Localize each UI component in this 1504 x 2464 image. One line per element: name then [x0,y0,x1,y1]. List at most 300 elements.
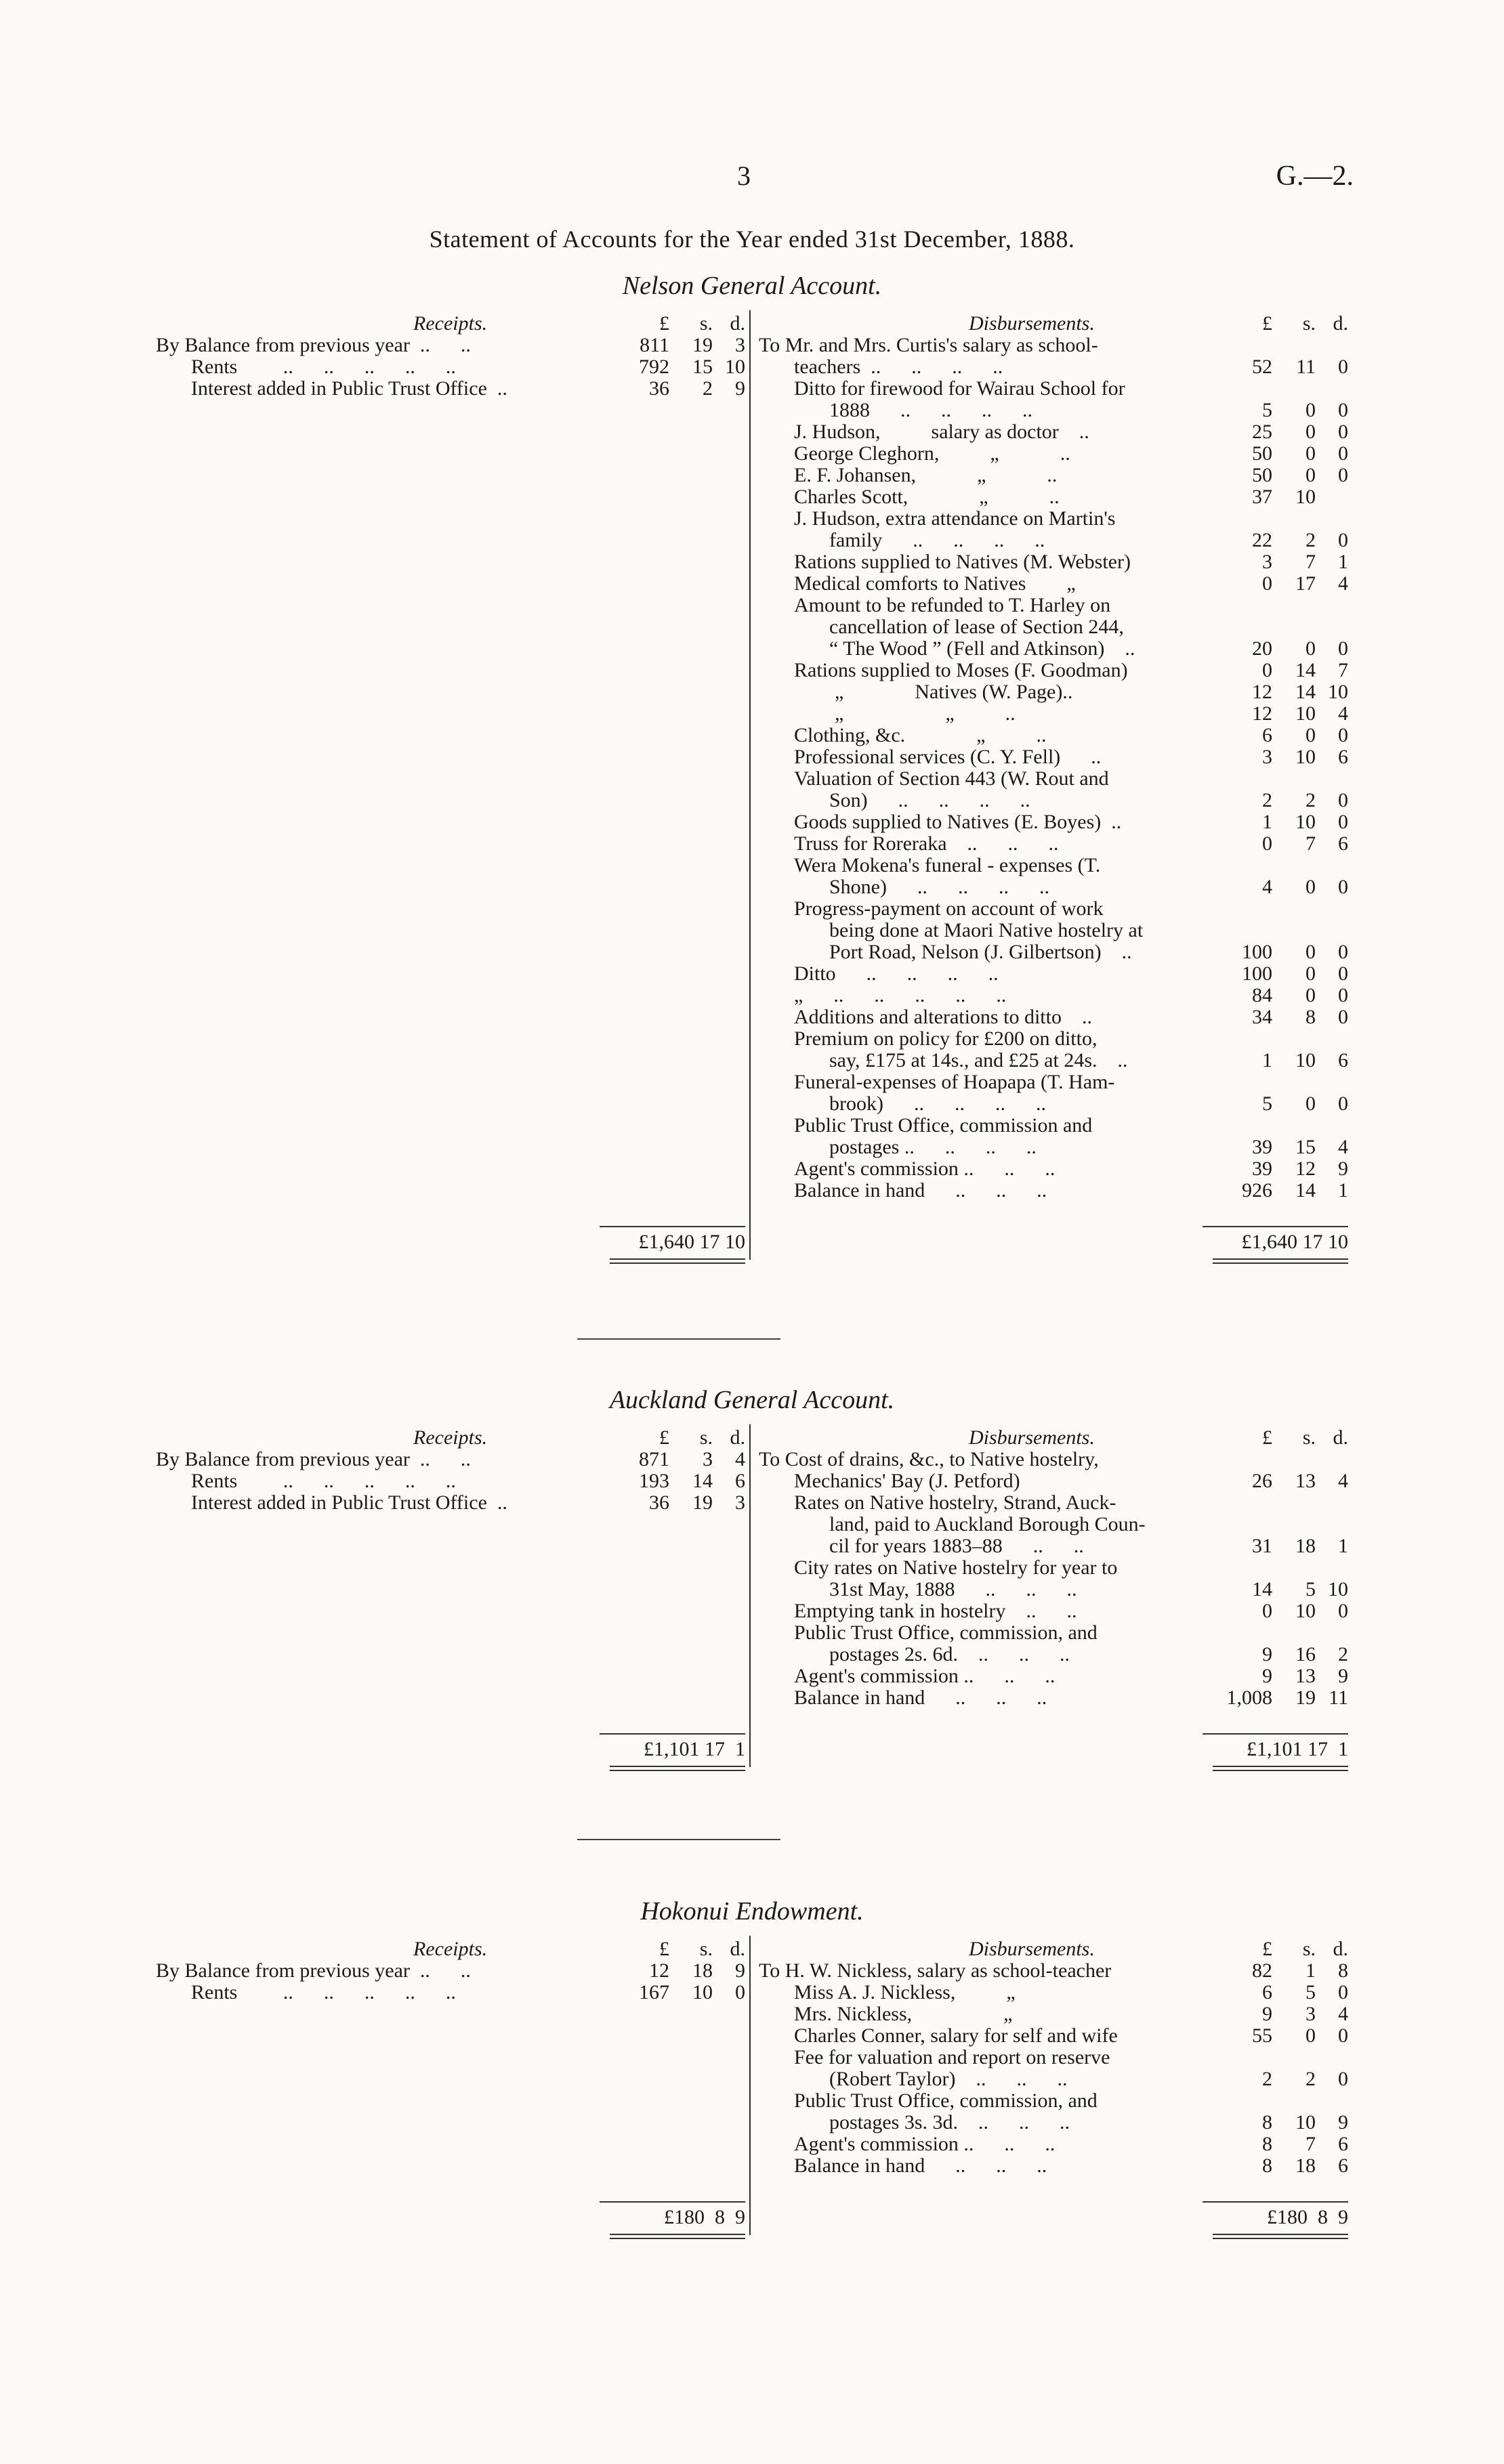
amount-shillings: 10 [1295,702,1316,725]
disbursement-row [759,725,1348,746]
amount-pounds: 12 [1252,681,1272,703]
disbursement-row [759,746,1348,768]
amount-shillings: 2 [1305,2068,1316,2090]
amount-pounds: 50 [1252,442,1272,465]
disbursement-description [759,595,1182,660]
receipt-row [156,1470,745,1492]
disbursement-description [759,768,1182,811]
amount [1203,400,1348,421]
amount [1203,356,1348,378]
disbursement-description [759,335,1182,378]
disbursement-line: Agent's commission .. .. .. [794,1157,1056,1180]
total-box [600,2201,745,2230]
amount-shillings: 0 [1305,637,1316,660]
receipts-label: Receipts. [413,1426,488,1449]
amount-pence: 0 [1338,984,1348,1006]
amount-shillings: 0 [1305,399,1316,421]
disbursement-description [759,660,1182,681]
disbursement-line: Rations supplied to Natives (M. Webster) [794,551,1131,573]
amount [1203,725,1348,746]
amount-pence: 6 [735,1470,745,1492]
double-rule [610,1766,745,1771]
amount-shillings: 15 [1295,1136,1316,1158]
amount-pence: 4 [1338,1470,1348,1492]
amount-shillings: 3 [1305,2003,1316,2025]
amount-pence: 0 [1338,529,1348,551]
disbursement-description [759,508,1182,551]
disbursement-line: (Robert Taylor) .. .. .. [829,2068,1068,2090]
disbursement-row [759,508,1348,551]
amount-pounds: 792 [639,356,669,378]
amount [1203,465,1348,486]
amount [600,1982,745,2003]
amount-pence: 1 [1338,1179,1348,1202]
total-box [600,1733,745,1762]
amount-pence: 4 [1338,572,1348,595]
disbursement-line: Funeral-expenses of Hoapapa (T. Ham- [794,1071,1115,1093]
amount-shillings: 0 [1305,464,1316,486]
amount-pounds: 1 [1262,811,1272,833]
amount [1203,1180,1348,1202]
disbursement-row [759,1665,1348,1687]
disbursement-description [759,1960,1182,1982]
amount-pence: 6 [1338,1049,1348,1071]
disbursement-description [759,681,1182,703]
amount-pounds: 9 [1262,1643,1272,1665]
amount-pence: 0 [1338,1600,1348,1622]
receipt-description: By Balance from previous year .. .. [156,334,471,356]
amount-shillings: 1 [1305,1959,1316,1982]
disbursement-row [759,660,1348,681]
amount-pence: 1 [1338,551,1348,573]
receipts-header [156,1427,745,1449]
amount-pounds: 36 [649,1491,669,1514]
disbursement-row [759,1028,1348,1071]
amount [1203,1535,1348,1557]
total-box [1203,1226,1348,1254]
disbursement-description [759,985,1182,1006]
amount-pence: 10 [1328,1578,1348,1600]
disbursement-line: Professional services (C. Y. Fell) .. [794,746,1102,768]
amount-shillings: 19 [692,1491,713,1514]
amount-pounds: 50 [1252,464,1272,486]
amount-shillings: 3 [703,1448,713,1470]
amount [600,1960,745,1982]
amount-pounds: 1,008 [1226,1686,1272,1709]
disbursement-row [759,1071,1348,1115]
disbursements-header [759,1427,1348,1449]
disbursement-row [759,2003,1348,2025]
amount-shillings: 14 [692,1470,713,1492]
amount-pence: 6 [1338,2154,1348,2177]
amount-pence: 3 [735,334,745,356]
amount [1203,530,1348,551]
amount-pence: 4 [1338,702,1348,725]
disbursement-row [759,2155,1348,2177]
disbursement-description [759,1622,1182,1665]
amount-pence: 0 [1338,876,1348,898]
receipts-label: Receipts. [413,312,488,335]
amount-pounds: 8 [1262,2154,1272,2177]
disbursement-line: Balance in hand .. .. .. [794,1686,1047,1709]
amount-pounds: 37 [1252,486,1272,508]
receipt-description: Interest added in Public Trust Office .. [191,377,507,400]
amount-pounds: 1 [1262,1049,1272,1071]
disbursement-line: E. F. Johansen, „ .. [794,464,1058,486]
disbursement-description [759,2003,1182,2025]
disbursement-line: Rates on Native hostelry, Strand, Auck- [794,1491,1116,1514]
amount-shillings: 19 [692,334,713,356]
disbursement-line: Son) .. .. .. .. [829,789,1030,811]
disbursement-description [759,465,1182,486]
disbursement-description [759,2155,1182,2177]
amount [1203,1687,1348,1709]
amount [1203,876,1348,898]
column-divider [749,1424,751,1767]
disbursement-line: Rations supplied to Moses (F. Goodman) [794,659,1128,681]
disbursement-line: Public Trust Office, commission, and [794,1621,1098,1644]
disbursement-description [759,1158,1182,1180]
receipts-total [156,2201,745,2234]
amount-pounds: 84 [1252,984,1272,1006]
disbursement-line: land, paid to Auckland Borough Coun- [829,1513,1146,1535]
amount [600,1470,745,1492]
disbursement-line: 31st May, 1888 .. .. .. [829,1578,1077,1600]
amount [1203,963,1348,985]
amount-pounds: 2 [1262,789,1272,811]
disbursement-row [759,963,1348,985]
amount-shillings: 12 [1295,1157,1316,1180]
amount-pounds: 20 [1252,637,1272,660]
receipts-column [156,312,745,1253]
disbursements-total [759,2201,1348,2234]
disbursement-line: Fee for valuation and report on reserve [794,2046,1110,2068]
amount-shillings: 10 [1295,811,1316,833]
amount [1203,421,1348,443]
disbursement-description [759,1665,1182,1687]
amount-shillings: 5 [1305,1981,1316,2003]
pence-head: d. [1333,312,1348,335]
amount-pence: 9 [1338,2111,1348,2133]
amount-pence: 0 [1338,2068,1348,2090]
amount-pence: 0 [1338,1981,1348,2003]
receipt-row [156,1960,745,1982]
amount-pence: 6 [1338,832,1348,855]
disbursement-line: postages .. .. .. .. [829,1136,1037,1158]
amount-shillings: 7 [1305,551,1316,573]
disbursement-row [759,335,1348,378]
amount [1203,1644,1348,1665]
amount [1203,1982,1348,2003]
pence-head: d. [730,312,745,335]
disbursement-description [759,551,1182,573]
disbursement-description [759,1180,1182,1202]
column-divider [749,1936,751,2235]
amount-pence: 0 [1338,789,1348,811]
disbursement-row [759,1158,1348,1180]
amount-pounds: 811 [640,334,669,356]
disbursement-line: To Mr. and Mrs. Curtis's salary as school- [759,334,1098,356]
total-amount: £1,640 17 10 [1241,1231,1348,1253]
amount [1203,941,1348,963]
amount-pence: 0 [1338,637,1348,660]
amount-shillings: 7 [1305,832,1316,855]
shillings-head: s. [1302,312,1316,335]
amount-pounds: 100 [1242,962,1272,985]
disbursement-line: family .. .. .. .. [829,529,1045,551]
disbursement-row [759,811,1348,833]
section-separator [577,1839,780,1840]
disbursements-label: Disbursements. [969,1938,1095,1960]
disbursement-line: cil for years 1883–88 .. .. [829,1535,1084,1557]
amount [600,1449,745,1470]
amount-shillings: 7 [1305,2133,1316,2155]
disbursement-row [759,768,1348,811]
disbursements-column [759,1427,1348,1766]
pence-head: d. [1333,1426,1348,1449]
amount-pence: 0 [1338,421,1348,443]
disbursement-line: Wera Mokena's funeral - expenses (T. [794,854,1101,876]
double-rule [610,1258,745,1264]
disbursement-line: Premium on policy for £200 on ditto, [794,1027,1098,1050]
receipts-total [156,1733,745,1766]
amount-shillings: 19 [1295,1686,1316,1709]
disbursements-label: Disbursements. [969,312,1095,335]
disbursements-header [759,313,1348,335]
disbursement-description [759,1449,1182,1492]
amount-shillings: 0 [1305,1092,1316,1115]
amount-pence: 4 [1338,2003,1348,2025]
amount-shillings: 16 [1295,1643,1316,1665]
disbursement-row [759,421,1348,443]
amount-shillings: 2 [703,377,713,400]
disbursement-line: Valuation of Section 443 (W. Rout and [794,767,1109,790]
disbursement-description [759,1982,1182,2003]
disbursement-line: Mechanics' Bay (J. Petford) [794,1470,1020,1492]
total-box [1203,2201,1348,2230]
amount-pence: 0 [1338,941,1348,963]
disbursement-line: Emptying tank in hostelry .. .. [794,1600,1077,1622]
disbursement-description [759,2133,1182,2155]
amount-pounds: 0 [1262,572,1272,595]
receipts-column [156,1426,745,1760]
disbursements-header [759,1938,1348,1960]
receipts-label: Receipts. [413,1938,488,1960]
disbursement-line: being done at Maori Native hostelry at [829,919,1144,941]
disbursements-total [759,1733,1348,1766]
disbursement-description [759,1006,1182,1028]
total-box [600,1226,745,1254]
amount-pence: 2 [1338,1643,1348,1665]
total-amount: £1,101 17 1 [644,1738,745,1760]
amount-pence: 4 [1338,1136,1348,1158]
column-divider [749,310,751,1260]
disbursement-row [759,2090,1348,2133]
receipts-column [156,1938,745,2228]
disbursement-row [759,2047,1348,2090]
amount [1203,486,1348,508]
amount-shillings: 2 [1305,529,1316,551]
disbursement-description [759,2047,1182,2090]
amount-shillings: 0 [1305,962,1316,985]
amount [1203,1665,1348,1687]
disbursement-description [759,2090,1182,2133]
amount-shillings: 0 [1305,442,1316,465]
disbursement-line: Balance in hand .. .. .. [794,1179,1047,1202]
amount-shillings: 14 [1295,659,1316,681]
amount [1203,811,1348,833]
disbursement-line: To Cost of drains, &c., to Native hostelry, [759,1448,1099,1470]
amount-pence: 0 [1338,2024,1348,2047]
disbursement-description [759,2025,1182,2047]
amount-pounds: 8 [1262,2133,1272,2155]
amount-pence: 7 [1338,659,1348,681]
amount-pounds: 22 [1252,529,1272,551]
amount-pounds: 9 [1262,2003,1272,2025]
disbursement-line: 1888 .. .. .. .. [829,399,1032,421]
disbursement-row [759,1557,1348,1600]
amount-pence: 8 [1338,1959,1348,1982]
amount [1203,638,1348,660]
disbursement-description [759,1492,1182,1557]
amount [1203,1137,1348,1158]
disbursement-row [759,2025,1348,2047]
disbursement-line: Shone) .. .. .. .. [829,876,1049,898]
amount [1203,1960,1348,1982]
disbursement-description [759,1557,1182,1600]
receipt-row [156,378,745,400]
amount [1203,2155,1348,2177]
amount [1203,551,1348,573]
disbursement-line: Ditto for firewood for Wairau School for [794,377,1125,400]
amount [1203,660,1348,681]
amount [1203,1050,1348,1071]
amount-pounds: 12 [649,1959,669,1982]
pence-head: d. [730,1938,745,1960]
amount [1203,2112,1348,2133]
disbursement-row [759,443,1348,465]
amount-pounds: 26 [1252,1470,1272,1492]
amount-shillings: 14 [1295,681,1316,703]
disbursement-line: Agent's commission .. .. .. [794,1665,1056,1687]
amount-pounds: 5 [1262,399,1272,421]
amount-pounds: 8 [1262,2111,1272,2133]
amount-shillings: 8 [1305,1006,1316,1028]
amount-shillings: 0 [1305,2024,1316,2047]
total-amount: £1,640 17 10 [638,1231,745,1253]
disbursement-row [759,573,1348,595]
shillings-head: s. [1302,1426,1316,1449]
amount-pence: 10 [725,356,745,378]
amount [1203,703,1348,725]
amount-shillings: 0 [1305,984,1316,1006]
amount [1203,746,1348,768]
disbursement-row [759,855,1348,898]
amount-pence: 3 [735,1491,745,1514]
money-column-heads [600,313,745,335]
disbursement-description [759,746,1182,768]
disbursement-row [759,1687,1348,1709]
amount-shillings: 10 [1295,1049,1316,1071]
money-column-heads [1203,1938,1348,1960]
amount-pounds: 926 [1242,1179,1272,1202]
disbursement-description [759,703,1182,725]
receipts-header [156,313,745,335]
pounds-head: £ [1262,312,1272,335]
amount-pence: 0 [735,1981,745,2003]
disbursement-description [759,963,1182,985]
amount-pounds: 31 [1252,1535,1272,1557]
amount [1203,443,1348,465]
money-column-heads [1203,313,1348,335]
amount-pence: 4 [735,1448,745,1470]
amount-pounds: 0 [1262,832,1272,855]
disbursement-line: Balance in hand .. .. .. [794,2154,1047,2177]
amount-pence: 6 [1338,2133,1348,2155]
disbursement-description [759,573,1182,595]
amount-pence: 9 [1338,1665,1348,1687]
disbursements-column [759,1938,1348,2234]
disbursement-description [759,486,1182,508]
amount-pence: 0 [1338,356,1348,378]
disbursement-description [759,1071,1182,1115]
disbursement-line: „ „ .. [794,702,1016,725]
disbursement-line: Ditto .. .. .. .. [794,962,999,985]
amount [600,335,745,356]
amount-pence: 0 [1338,962,1348,985]
amount-pence: 0 [1338,442,1348,465]
pounds-head: £ [1262,1426,1272,1449]
amount-shillings: 2 [1305,789,1316,811]
disbursement-line: Charles Scott, „ .. [794,486,1060,508]
section-title: Auckland General Account. [609,1386,895,1414]
amount-shillings: 17 [1295,572,1316,595]
disbursement-description [759,1687,1182,1709]
disbursement-row [759,898,1348,963]
amount [1203,1470,1348,1492]
receipt-description: By Balance from previous year .. .. [156,1959,471,1982]
disbursement-line: postages 2s. 6d. .. .. .. [829,1643,1070,1665]
amount-shillings: 0 [1305,876,1316,898]
disbursement-row [759,486,1348,508]
amount-pence: 0 [1338,811,1348,833]
receipt-description: By Balance from previous year .. .. [156,1448,471,1470]
disbursement-line: Goods supplied to Natives (E. Boyes) .. [794,811,1122,833]
disbursement-line: Public Trust Office, commission and [794,1114,1093,1137]
disbursement-line: say, £175 at 14s., and £25 at 24s. .. [829,1049,1128,1071]
disbursement-row [759,681,1348,703]
disbursement-row [759,833,1348,855]
total-amount: £180 8 9 [1267,2206,1348,2228]
disbursement-line: City rates on Native hostelry for year to [794,1556,1118,1579]
amount-pounds: 193 [639,1470,669,1492]
amount [600,378,745,400]
disbursements-column [759,313,1348,1258]
document-reference: G.—2. [1276,161,1354,192]
disbursement-description [759,1600,1182,1622]
disbursement-line: teachers .. .. .. .. [794,356,1003,378]
amount-shillings: 15 [692,356,713,378]
amount [1203,985,1348,1006]
disbursement-description [759,1028,1182,1071]
disbursements-label: Disbursements. [969,1426,1095,1449]
disbursement-line: Agent's commission .. .. .. [794,2133,1056,2155]
amount-pounds: 82 [1252,1959,1272,1982]
amount [1203,1158,1348,1180]
amount-shillings: 10 [1295,486,1316,508]
total-box [1203,1733,1348,1762]
money-column-heads [600,1938,745,1960]
